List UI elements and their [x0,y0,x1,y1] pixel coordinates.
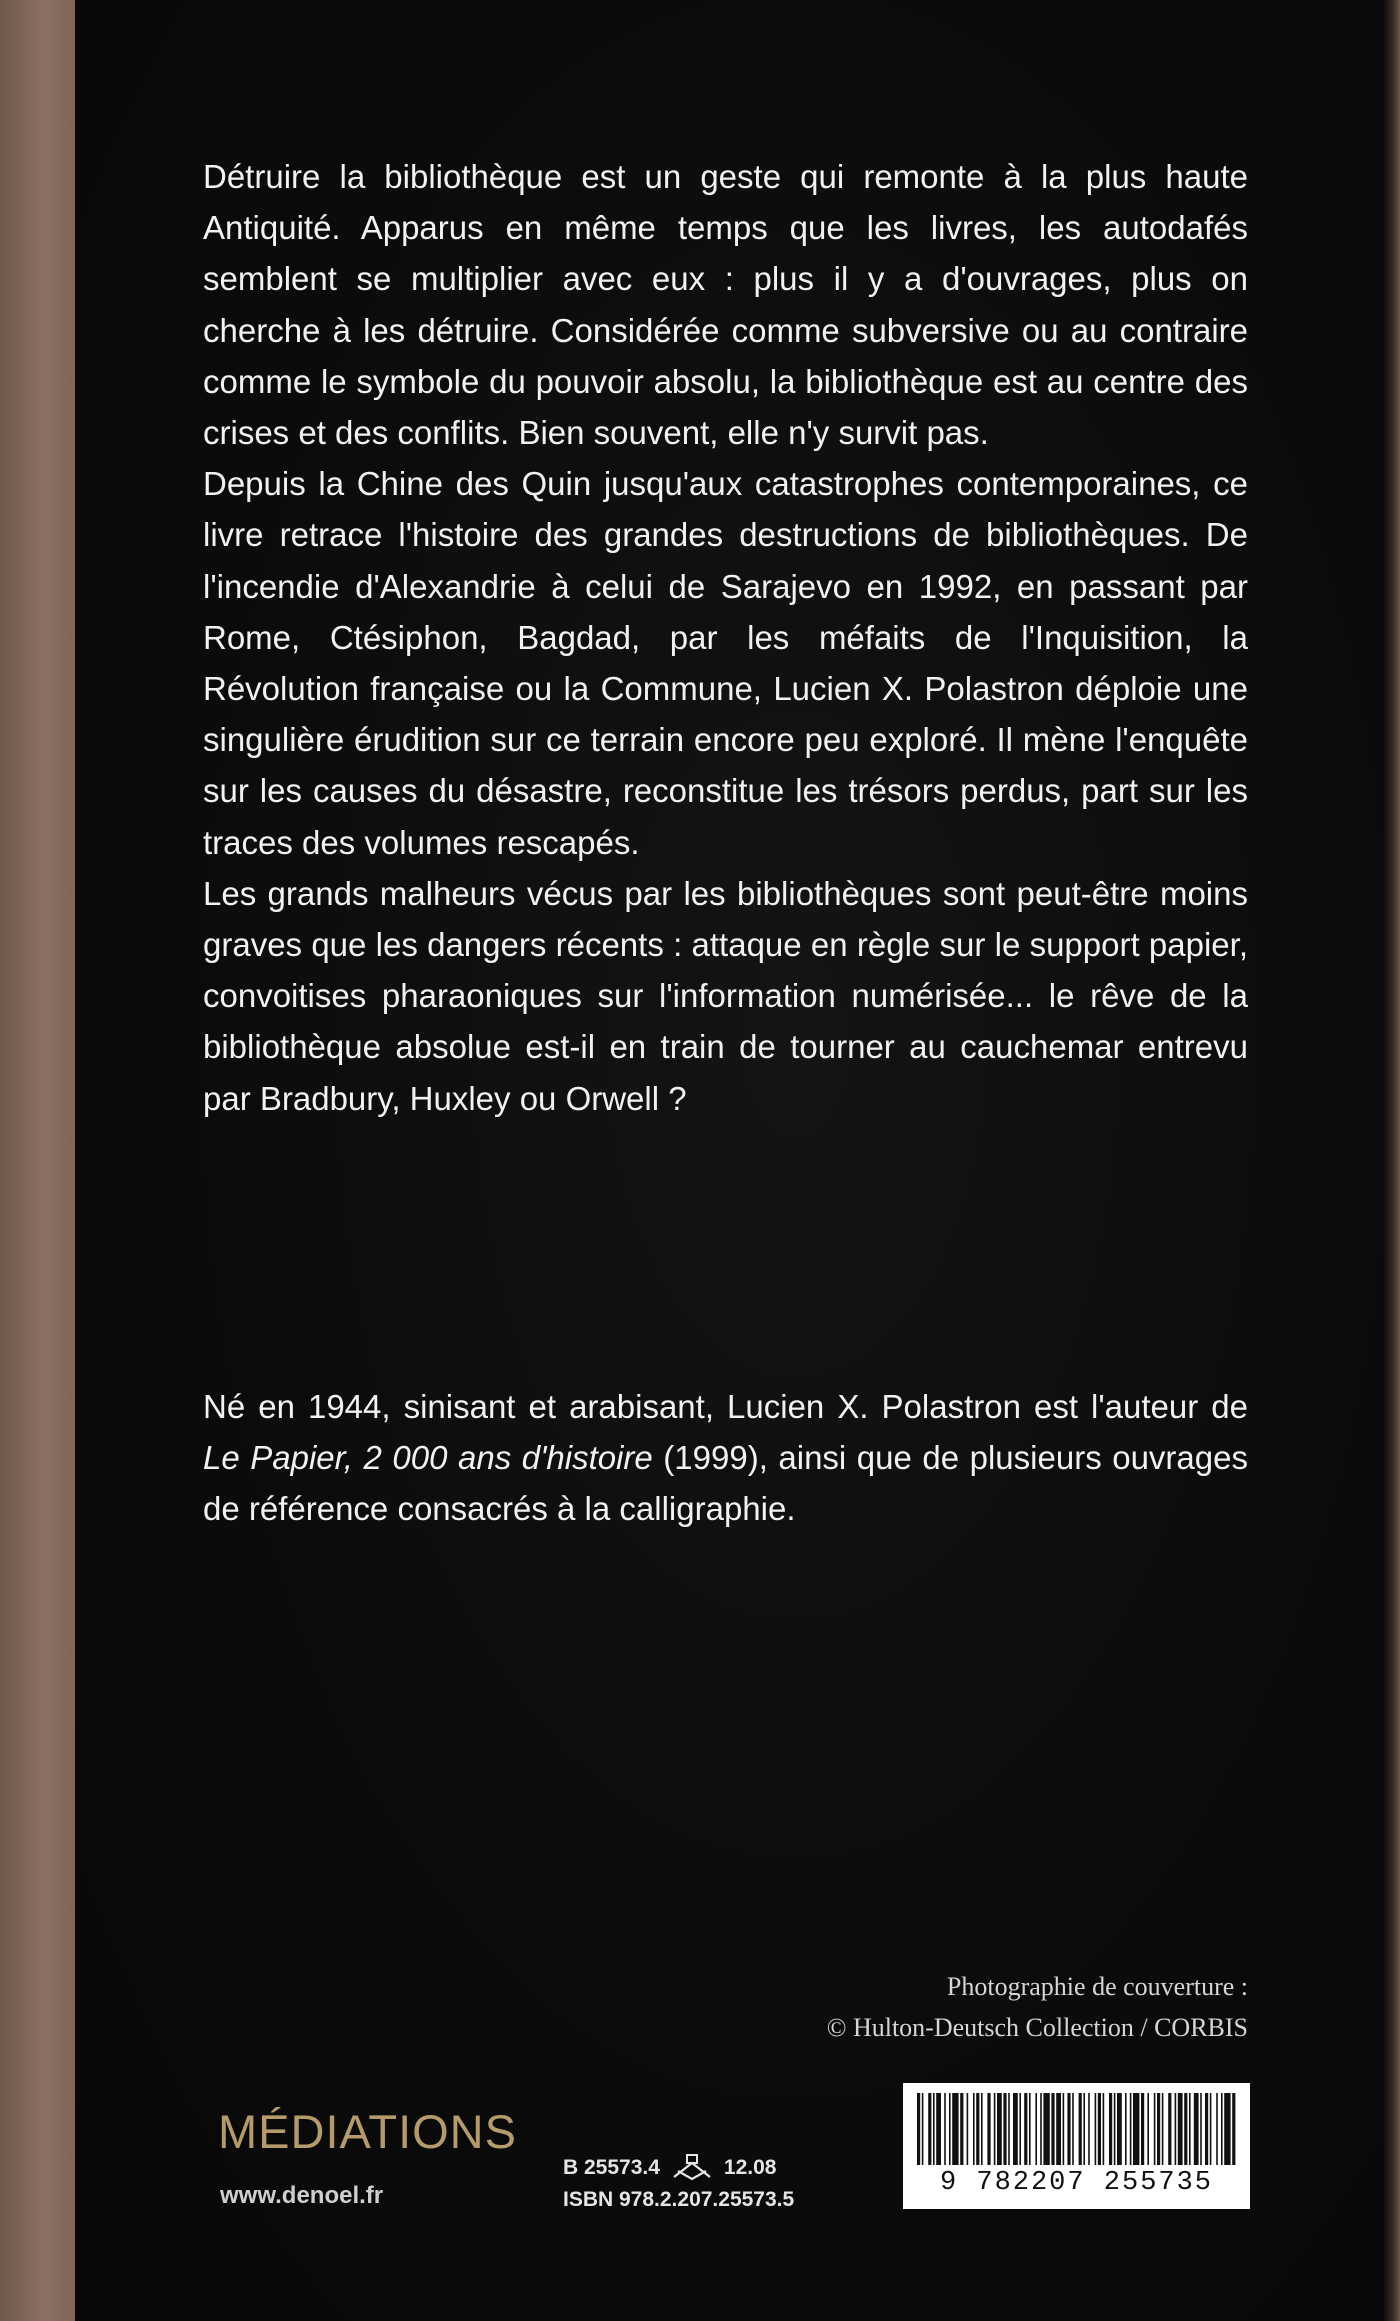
barcode-bar [1095,2093,1097,2165]
author-bio-text-start: Né en 1944, sinisant et arabisant, Lucien X. Polastron est l'auteur de [203,1388,1248,1425]
barcode-bar [1125,2093,1127,2165]
barcode-bar [1232,2093,1235,2165]
barcode-bar [1189,2093,1191,2165]
barcode-bar [1157,2093,1160,2165]
author-bio [203,1381,1248,1535]
barcode-bar [1175,2093,1177,2165]
barcode-bar [976,2093,979,2165]
barcode-bar [944,2093,946,2165]
barcode-bar [952,2093,958,2165]
barcode-bar [997,2093,1002,2165]
barcode-bar [1168,2093,1171,2165]
barcode-bar [936,2093,941,2165]
barcode-bar [1008,2093,1010,2165]
barcode-bar [1056,2093,1061,2165]
barcode-bar [928,2093,931,2165]
codes-row [563,2152,794,2184]
photo-credit-source: © Hulton-Deutsch Collection / CORBIS [826,2013,1248,2042]
barcode-bar [1051,2093,1054,2165]
barcode-bar [1043,2093,1049,2165]
barcode-bar [1210,2093,1212,2165]
barcode-bar [1141,2093,1144,2165]
barcode-bar [933,2093,935,2165]
barcode-bar [1029,2093,1031,2165]
print-date: 12.08 [723,2156,777,2179]
barcode-bars-icon [917,2093,1236,2165]
author-bio-text-end: (1999), ainsi que de plusieurs ouvrages de référence consacrés à la calligraphie. [203,1439,1248,1528]
barcode-bar [973,2093,975,2165]
barcode-bar [917,2093,920,2165]
summary-paragraph-1: Détruire la bibliothèque est un geste qui remonte à la plus haute Antiquité. Apparus en même temps que les livres, les autodafés semblent se multiplier avec eux : plus il y a d'ouvrages, plus on cherche à les détruire. Considérée comme subversive ou au contraire comme le symbole du pouvoir absolu, la bibliothèque est au centre des crises et des conflits. Bien souvent, elle n'y survit pas. [203,158,1248,452]
barcode-bar [1040,2093,1042,2165]
barcode-bar [1003,2093,1006,2165]
barcode-bar [922,2093,924,2165]
publisher-logo-icon [670,2153,714,2183]
barcode-bar [1162,2093,1164,2165]
barcode-bar [1216,2093,1218,2165]
barcode-digits: 9 782207 255735 [939,2168,1214,2198]
barcode-bar [1178,2093,1183,2165]
barcode-bar [1117,2093,1122,2165]
barcode [903,2083,1250,2209]
barcode-bar [1130,2093,1132,2165]
barcode-bar [1088,2093,1090,2165]
barcode-bar [1019,2093,1021,2165]
barcode-bar [987,2093,990,2165]
barcode-bar [1072,2093,1074,2165]
barcode-bar [1154,2093,1156,2165]
photo-credit-label: Photographie de couverture : [946,1972,1248,2001]
barcode-bar [967,2093,969,2165]
publisher-website: www.denoel.fr [220,2182,384,2209]
barcode-bar [1079,2093,1082,2165]
barcode-bar [1098,2093,1101,2165]
barcode-bar [1205,2093,1208,2165]
summary-paragraph-2: Depuis la Chine des Quin jusqu'aux catastrophes contemporaines, ce livre retrace l'histoire des grandes destructions de bibliothèques. De l'incendie d'Alexandrie à celui de Sarajevo en 1992, en passant par Rome, Ctésiphon, Bagdad, par les méfaits de l'Inquisition, la Révolution française ou la Commune, Lucien X. Polastron déploie une singulière érudition sur ce terrain encore peu exploré. Il mène l'enquête sur les causes du désastre, reconstitue les trésors perdus, part sur les traces des volumes rescapés. [203,465,1248,861]
author-book-title: Le Papier, 2 000 ans d'histoire [203,1439,653,1477]
author-bio-paragraph [203,1381,1248,1535]
barcode-bar [1035,2093,1037,2165]
barcode-bar [1067,2093,1070,2165]
barcode-bar [1147,2093,1149,2165]
isbn-text: ISBN 978.2.207.25573.5 [563,2188,795,2211]
barcode-bar [1184,2093,1187,2165]
barcode-bar [1224,2093,1230,2165]
reference-code: B 25573.4 [563,2156,660,2179]
barcode-bar [1194,2093,1199,2165]
barcode-bar [1133,2093,1139,2165]
barcode-bar [1114,2093,1116,2165]
book-codes [563,2152,794,2216]
barcode-bar [1103,2093,1105,2165]
barcode-bar [1221,2093,1223,2165]
barcode-bar [1200,2093,1202,2165]
barcode-bar [1083,2093,1085,2165]
summary-text [203,151,1248,1124]
barcode-bar [1063,2093,1065,2165]
barcode-bar [949,2093,951,2165]
summary-paragraph-3: Les grands malheurs vécus par les bibliothèques sont peut-être moins graves que les dangers récents : attaque en règle sur le support papier, convoitises pharaoniques sur l'information numérisée... le rêve de la bibliothèque absolue est-il en train de tourner au cauchemar entrevu par Bradbury, Huxley ou Orwell ? [203,874,1248,1117]
collection-name: MÉDIATIONS [218,2105,517,2158]
barcode-bar [1024,2093,1027,2165]
barcode-bar [1013,2093,1018,2165]
barcode-bar [994,2093,996,2165]
barcode-bar [960,2093,963,2165]
barcode-bar [1109,2093,1112,2165]
photo-credit [728,1966,1248,2048]
cover-edge [1384,0,1400,2321]
barcode-bar [981,2093,983,2165]
